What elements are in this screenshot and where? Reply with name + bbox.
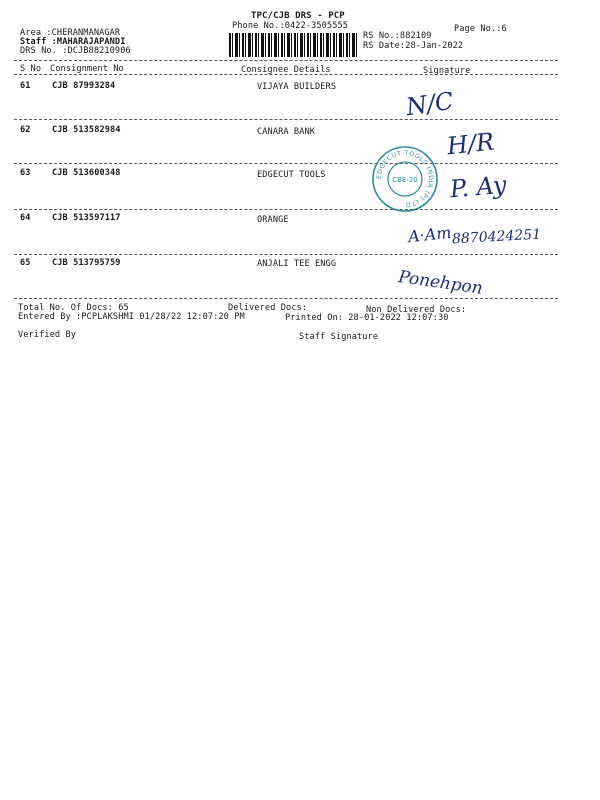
handwritten-signature: A·Am <box>407 222 453 247</box>
entered-by: Entered By :PCPLAKSHMI 01/28/22 12:07:20 PM <box>18 312 245 322</box>
area-label: Area :CHERANMANAGAR <box>20 28 121 38</box>
row-consignment: CJB 513597117 <box>52 213 121 223</box>
column-signature: Signature <box>423 66 471 76</box>
row-divider <box>14 119 558 120</box>
company-stamp-icon <box>371 145 439 213</box>
row-consignee: VIJAYA BUILDERS <box>257 82 337 92</box>
row-sno: 63 <box>20 168 31 178</box>
barcode <box>229 33 359 57</box>
svg-text:EDGECUT TOOLS INDIA (P) LTD: EDGECUT TOOLS INDIA (P) LTD <box>375 149 435 209</box>
handwritten-signature: H/R <box>445 127 496 161</box>
row-divider <box>14 254 558 255</box>
row-consignee: ORANGE <box>257 215 289 225</box>
drs-number: DRS No. :DCJB88210906 <box>20 46 131 56</box>
row-sno: 61 <box>20 81 31 91</box>
row-consignee: CANARA BANK <box>257 127 316 137</box>
page-number: Page No.:6 <box>454 24 507 34</box>
rs-date: RS Date:28-Jan-2022 <box>363 41 464 51</box>
header-rule-top <box>14 60 558 61</box>
row-consignee: EDGECUT TOOLS <box>257 170 326 180</box>
total-docs: Total No. Of Docs: 65 <box>18 303 129 313</box>
row-consignee: ANJALI TEE ENGG <box>257 259 337 269</box>
non-delivered-docs: Non Delivered Docs: <box>366 305 467 315</box>
row-consignment: CJB 513795759 <box>52 258 121 268</box>
row-sno: 62 <box>20 125 31 135</box>
row-sno: 64 <box>20 213 31 223</box>
row-divider <box>14 209 558 210</box>
handwritten-signature: Ponehpon <box>397 267 484 299</box>
handwritten-signature: P. Ay <box>448 170 508 204</box>
row-sno: 65 <box>20 258 31 268</box>
row-divider <box>14 298 558 299</box>
row-consignment: CJB 87993284 <box>52 81 116 91</box>
phone-number: Phone No.:0422-3505555 <box>232 21 349 31</box>
column-sno: S No <box>20 64 42 74</box>
row-consignment: CJB 513582984 <box>52 125 121 135</box>
printed-on: Printed On: 28-01-2022 12:07:30 <box>285 313 449 323</box>
column-consignee: Consignee Details <box>241 65 331 75</box>
staff-signature: Staff Signature <box>299 332 379 342</box>
document-title: TPC/CJB DRS - PCP <box>251 11 345 21</box>
header-rule-bottom <box>14 74 558 75</box>
rs-number: RS No.:882109 <box>363 31 432 41</box>
row-consignment: CJB 513600348 <box>52 168 121 178</box>
handwritten-phone: 8870424251 <box>451 226 542 248</box>
row-divider <box>14 163 558 164</box>
svg-text:CBE-20: CBE-20 <box>392 176 418 184</box>
handwritten-signature: N/C <box>404 86 456 122</box>
staff-label: Staff :MAHARAJAPANDI <box>20 37 126 47</box>
column-consignment: Consignment No <box>50 64 124 74</box>
verified-by: Verified By <box>18 330 77 340</box>
delivered-docs: Delivered Docs: <box>228 303 308 313</box>
